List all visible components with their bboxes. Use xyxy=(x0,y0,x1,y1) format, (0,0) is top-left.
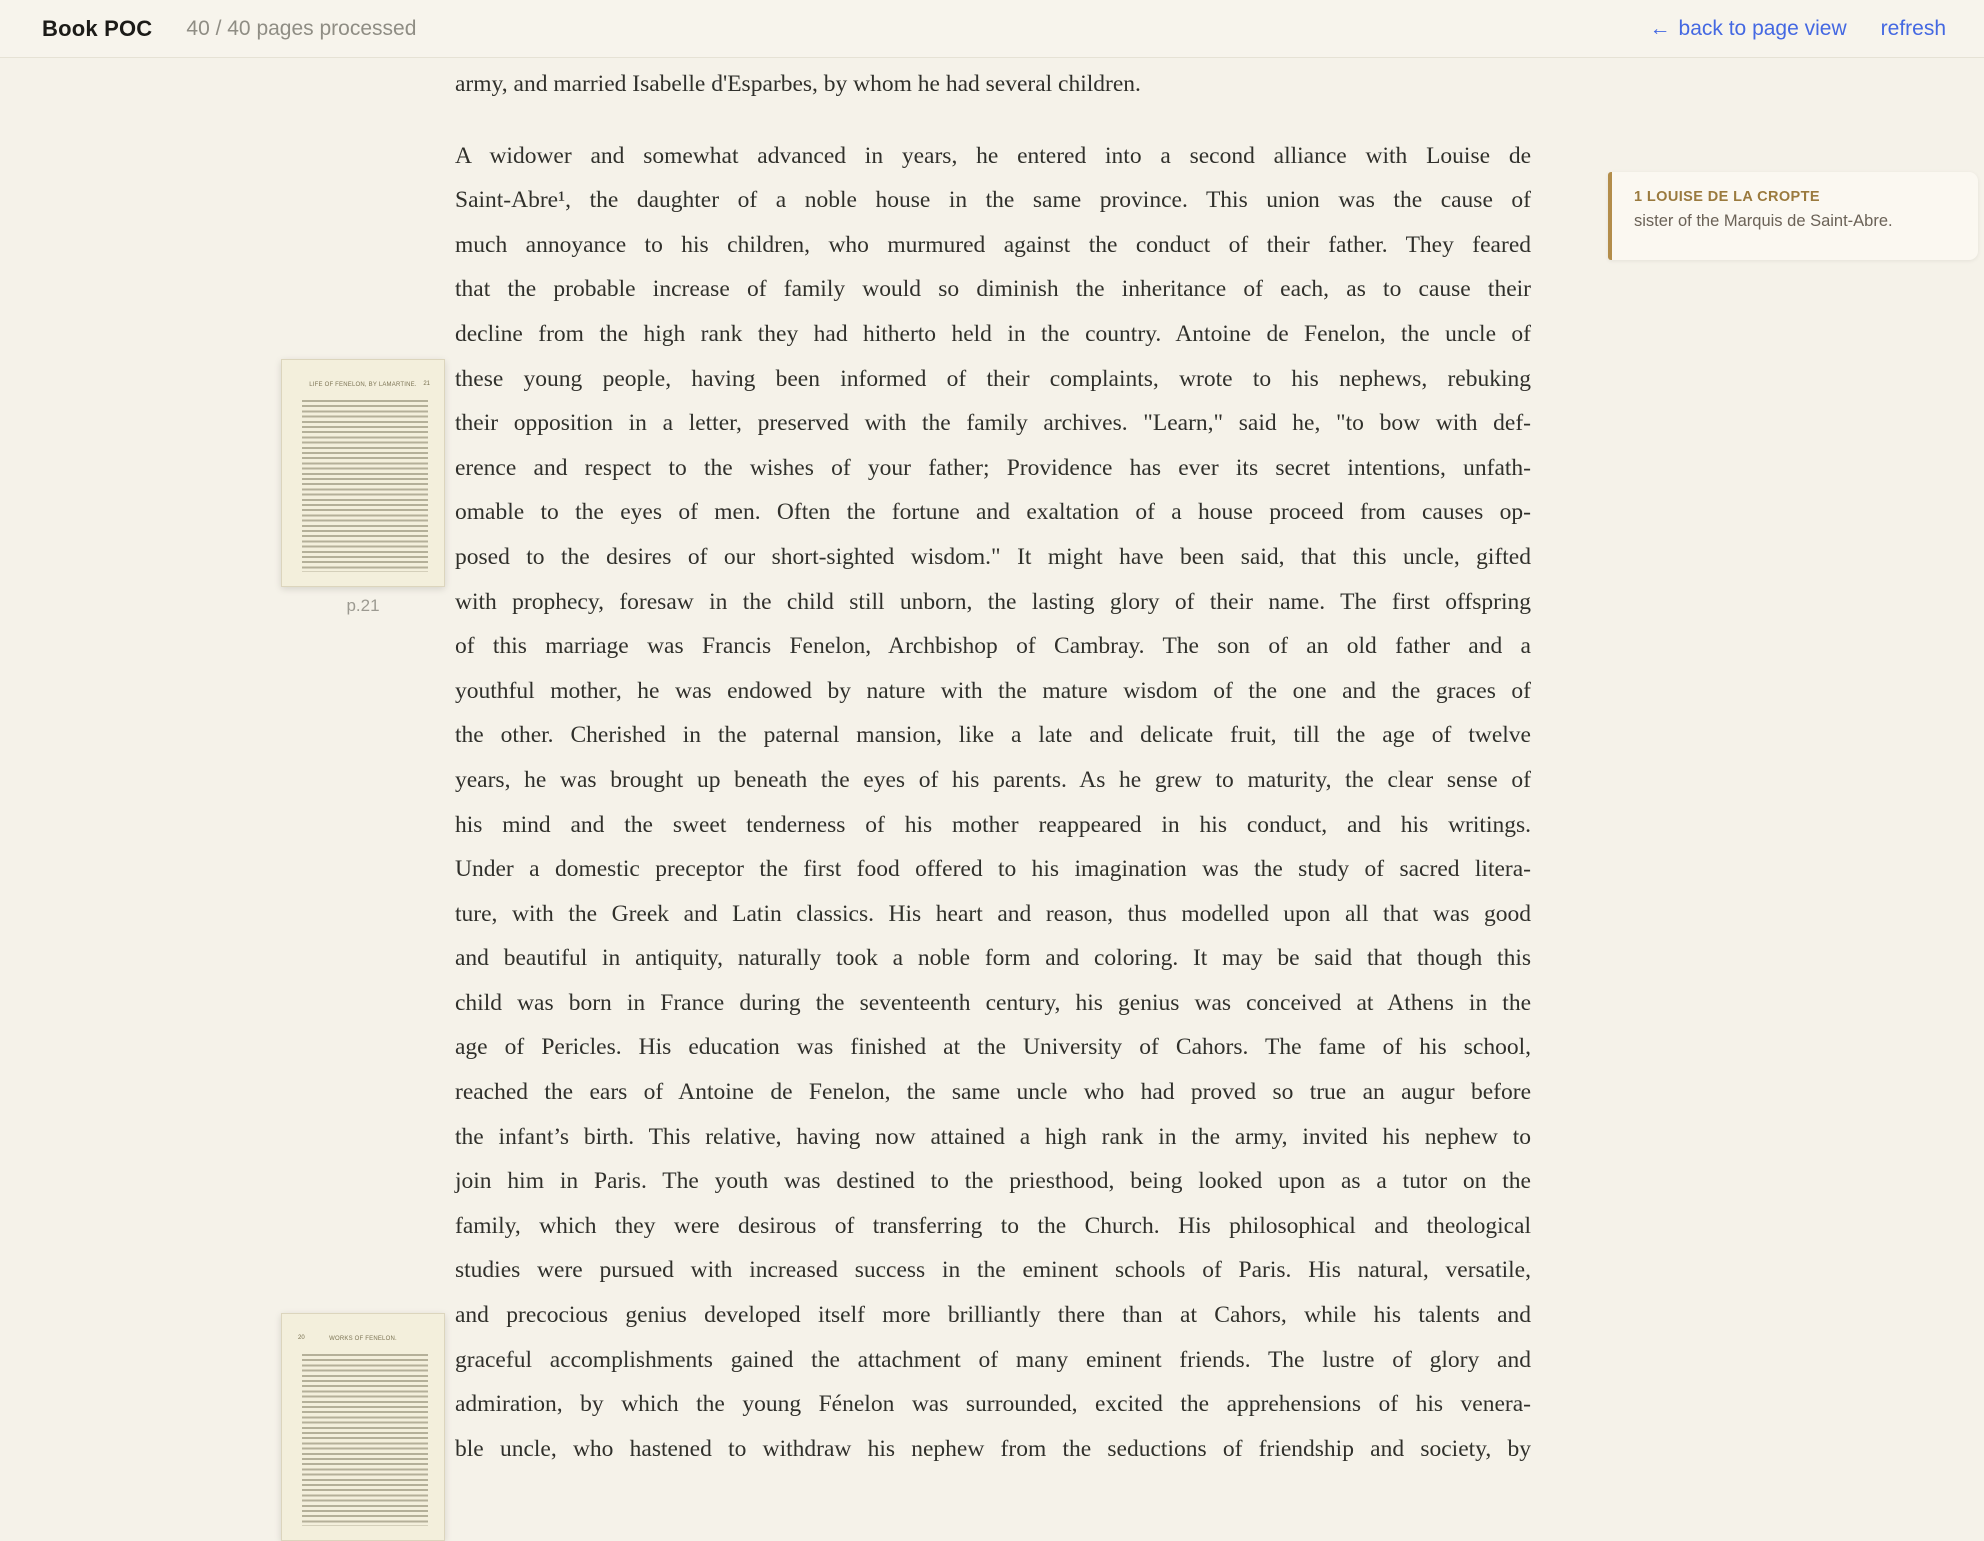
header-bar xyxy=(0,0,1984,58)
text-line: A widower and somewhat advanced in years, he entered into a second alliance with Louise de xyxy=(455,142,1531,169)
pages-processed-status: 40 / 40 pages processed xyxy=(186,16,417,40)
footnote-title: 1 LOUISE DE LA CROPTE xyxy=(1634,189,1820,205)
text-line: the other. Cherished in the paternal mansion, like a late and delicate fruit, till the age of twelve xyxy=(455,722,1531,749)
text-line: omable to the eyes of men. Often the fortune and exaltation of a house proceed from causes op- xyxy=(455,499,1531,526)
thumbnail-caption: p.21 xyxy=(346,596,380,615)
text-line: his mind and the sweet tenderness of his mother reappeared in his conduct, and his writings. xyxy=(455,811,1531,838)
text-line: graceful accomplishments gained the attachment of many eminent friends. The lustre of glory and xyxy=(455,1346,1531,1373)
text-line: with prophecy, foresaw in the child still unborn, the lasting glory of their name. The first offspring xyxy=(455,588,1531,615)
paragraph xyxy=(455,134,1531,1472)
text-line: decline from the high rank they had hitherto held in the country. Antoine de Fenelon, the uncle of xyxy=(455,320,1531,347)
thumbnail-page-number: 20 xyxy=(298,1335,305,1341)
text-line: erence and respect to the wishes of your father; Providence has ever its secret intentions, unfath- xyxy=(455,454,1531,481)
text-line: Under a domestic preceptor the first food offered to his imagination was the study of sacred litera- xyxy=(455,856,1531,883)
text-line: posed to the desires of our short-sighted wisdom." It might have been said, that this uncle, gifted xyxy=(455,543,1531,570)
app-title: Book POC xyxy=(42,15,153,41)
text-line: army, and married Isabelle d'Esparbes, by whom he had several children. xyxy=(455,71,1141,97)
page-thumbnail-20[interactable] xyxy=(281,1313,445,1541)
text-line: years, he was brought up beneath the eyes of his parents. As he grew to maturity, the clear sense of xyxy=(455,766,1531,793)
text-line: studies were pursued with increased success in the eminent schools of Paris. His natural, versatile, xyxy=(455,1257,1531,1284)
text-line: join him in Paris. The youth was destined to the priesthood, being looked upon as a tutor on the xyxy=(455,1168,1531,1195)
text-line: ble uncle, who hastened to withdraw his nephew from the seductions of friendship and society, by xyxy=(455,1435,1531,1462)
thumbnail-text-lines xyxy=(302,400,428,572)
footnote-annotation-card xyxy=(1608,172,1978,260)
text-line: family, which they were desirous of transferring to the Church. His philosophical and theological xyxy=(455,1212,1531,1239)
thumbnail-running-header: WORKS OF FENELON. xyxy=(329,1336,397,1342)
text-line: ture, with the Greek and Latin classics. His heart and reason, thus modelled upon all that was good xyxy=(455,900,1531,927)
thumbnail-page-number: 21 xyxy=(423,381,430,387)
text-line: and precocious genius developed itself more brilliantly there than at Cahors, while his talents and xyxy=(455,1302,1531,1329)
back-to-page-view-link[interactable] xyxy=(1650,17,1847,41)
text-line: and beautiful in antiquity, naturally took a noble form and coloring. It may be said that though this xyxy=(455,945,1531,972)
text-line: youthful mother, he was endowed by nature with the mature wisdom of the one and the graces of xyxy=(455,677,1531,704)
thumbnail-text-lines xyxy=(302,1354,428,1526)
text-line: child was born in France during the seventeenth century, his genius was conceived at Athens in the xyxy=(455,989,1531,1016)
refresh-link[interactable]: refresh xyxy=(1880,16,1946,40)
text-line: the infant’s birth. This relative, having now attained a high rank in the army, invited his nephew to xyxy=(455,1123,1531,1150)
text-line: reached the ears of Antoine de Fenelon, the same uncle who had proved so true an augur before xyxy=(455,1079,1531,1106)
text-line: these young people, having been informed of their complaints, wrote to his nephews, rebuking xyxy=(455,365,1531,392)
arrow-left-icon: ← xyxy=(1649,16,1671,40)
text-line: their opposition in a letter, preserved with the family archives. "Learn," said he, "to bow with def- xyxy=(455,410,1531,437)
book-text-column xyxy=(455,62,1531,1471)
text-line: that the probable increase of family would so diminish the inheritance of each, as to cause their xyxy=(455,276,1531,303)
text-line: admiration, by which the young Fénelon was surrounded, excited the apprehensions of his venera- xyxy=(455,1391,1531,1418)
text-line: Saint-Abre¹, the daughter of a noble house in the same province. This union was the cause of xyxy=(455,187,1531,214)
text-line: of this marriage was Francis Fenelon, Archbishop of Cambray. The son of an old father and a xyxy=(455,633,1531,660)
back-link-label: back to page view xyxy=(1678,16,1847,40)
footnote-body: sister of the Marquis de Saint-Abre. xyxy=(1634,212,1893,230)
paragraph xyxy=(455,62,1531,107)
text-line: much annoyance to his children, who murmured against the conduct of their father. They feared xyxy=(455,231,1531,258)
text-line: age of Pericles. His education was finished at the University of Cahors. The fame of his school, xyxy=(455,1034,1531,1061)
thumbnail-running-header: LIFE OF FENELON, BY LAMARTINE. xyxy=(309,382,417,388)
page-thumbnail-21[interactable] xyxy=(281,359,445,587)
